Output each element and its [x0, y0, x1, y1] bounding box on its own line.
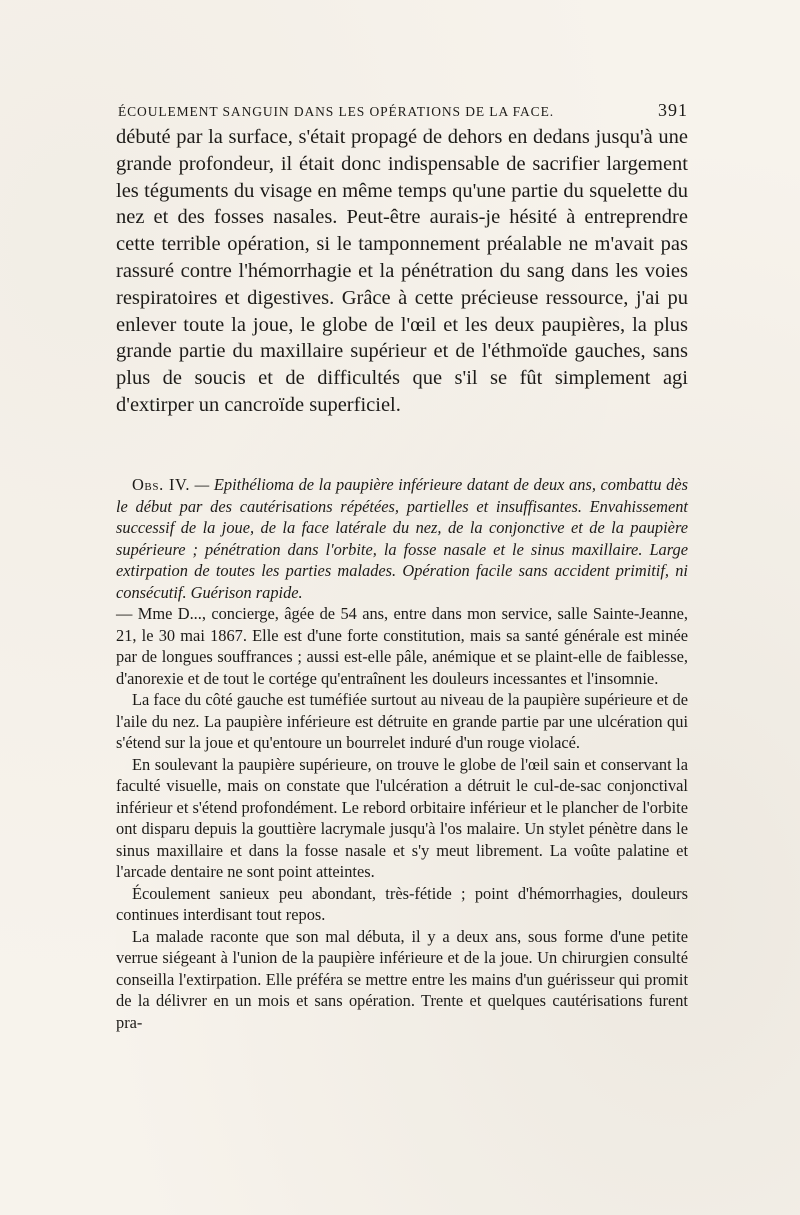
observation-heading — [116, 474, 688, 603]
observation-paragraph-3: En soulevant la paupière supérieure, on trouve le globe de l'œil sain et conservant la faculté visuelle, mais on constate que l'ulcération a détruit le cul-de-sac conjonctival inférieur et s'étend profondément. Le rebord orbitaire inférieur et le plancher de l'orbite ont disparu depuis la gouttière lacrymale jusqu'à l'os malaire. Un stylet pénètre dans le sinus maxillaire et dans la fosse nasale et s'y meut librement. La voûte palatine et l'arcade dentaire ne sont point atteintes. — [116, 754, 688, 881]
running-title: ÉCOULEMENT SANGUIN DANS LES OPÉRATIONS DE LA FACE. — [118, 104, 555, 119]
observation-paragraph-5: La malade raconte que son mal débuta, il y a deux ans, sous forme d'une petite verrue siégeant à l'union de la paupière inférieure et de la joue. Un chirurgien consulté conseilla l'extirpation. Elle préféra se mettre entre les mains d'un guérisseur qui promit de la délivrer en un mois et sans opération. Trente et quelques cautérisations furent pra- — [116, 926, 688, 1032]
main-paragraph: débuté par la surface, s'était propagé de dehors en dedans jusqu'à une grande profondeur, il était donc indispensable de sacrifier largement les téguments du visage en même temps qu'une partie du squelette du nez et des fosses nasales. Peut-être aurais-je hésité à entreprendre cette terrible opération, si le tamponnement préalable ne m'avait pas rassuré contre l'hémorrhagie et la pénétration du sang dans les voies respiratoires et digestives. Grâce à cette précieuse ressource, j'ai pu enlever toute la joue, le globe de l'œil et les deux paupières, la plus grande partie du maxillaire supérieur et de l'éthmoïde gauches, sans plus de soucis et de difficultés que s'il se fût simplement agi d'extirper un cancroïde superficiel. — [116, 126, 688, 416]
main-text-block — [116, 124, 688, 419]
observation-paragraph-1: — Mme D..., concierge, âgée de 54 ans, entre dans mon service, salle Sainte-Jeanne, 21, le 30 mai 1867. Elle est d'une forte constitution, mais sa santé générale est minée par de longues souffrances ; aussi est-elle pâle, anémique et se plaint-elle de faiblesse, d'anorexie et de tout le cortége qu'entraînent les douleurs incessantes et l'insomnie. — [116, 604, 688, 688]
observation-block — [116, 474, 688, 1033]
observation-label: Obs. IV. — [132, 475, 191, 494]
observation-title: Epithélioma de la paupière inférieure datant de deux ans, combattu dès le début par des cautérisations répétées, partielles et insuffisantes. Envahissement successif de la joue, de la face latérale du nez, de la conjonctive et de la paupière supérieure ; pénétration dans l'orbite, la fosse nasale et le sinus maxillaire. Large extirpation de toutes les parties malades. Opération facile sans accident primitif, ni consécutif. Guérison rapide. — [116, 475, 688, 602]
running-header — [118, 100, 688, 121]
page-number: 391 — [658, 100, 688, 120]
observation-paragraph-4: Écoulement sanieux peu abondant, très-fétide ; point d'hémorrhagies, douleurs continues interdisant tout repos. — [116, 883, 688, 924]
observation-paragraph-2: La face du côté gauche est tuméfiée surtout au niveau de la paupière supérieure et de l'aile du nez. La paupière inférieure est détruite en grande partie par une ulcération qui s'étend sur la joue et qu'entoure un bourrelet induré d'un rouge violacé. — [116, 690, 688, 752]
observation-dash: — — [190, 475, 214, 494]
